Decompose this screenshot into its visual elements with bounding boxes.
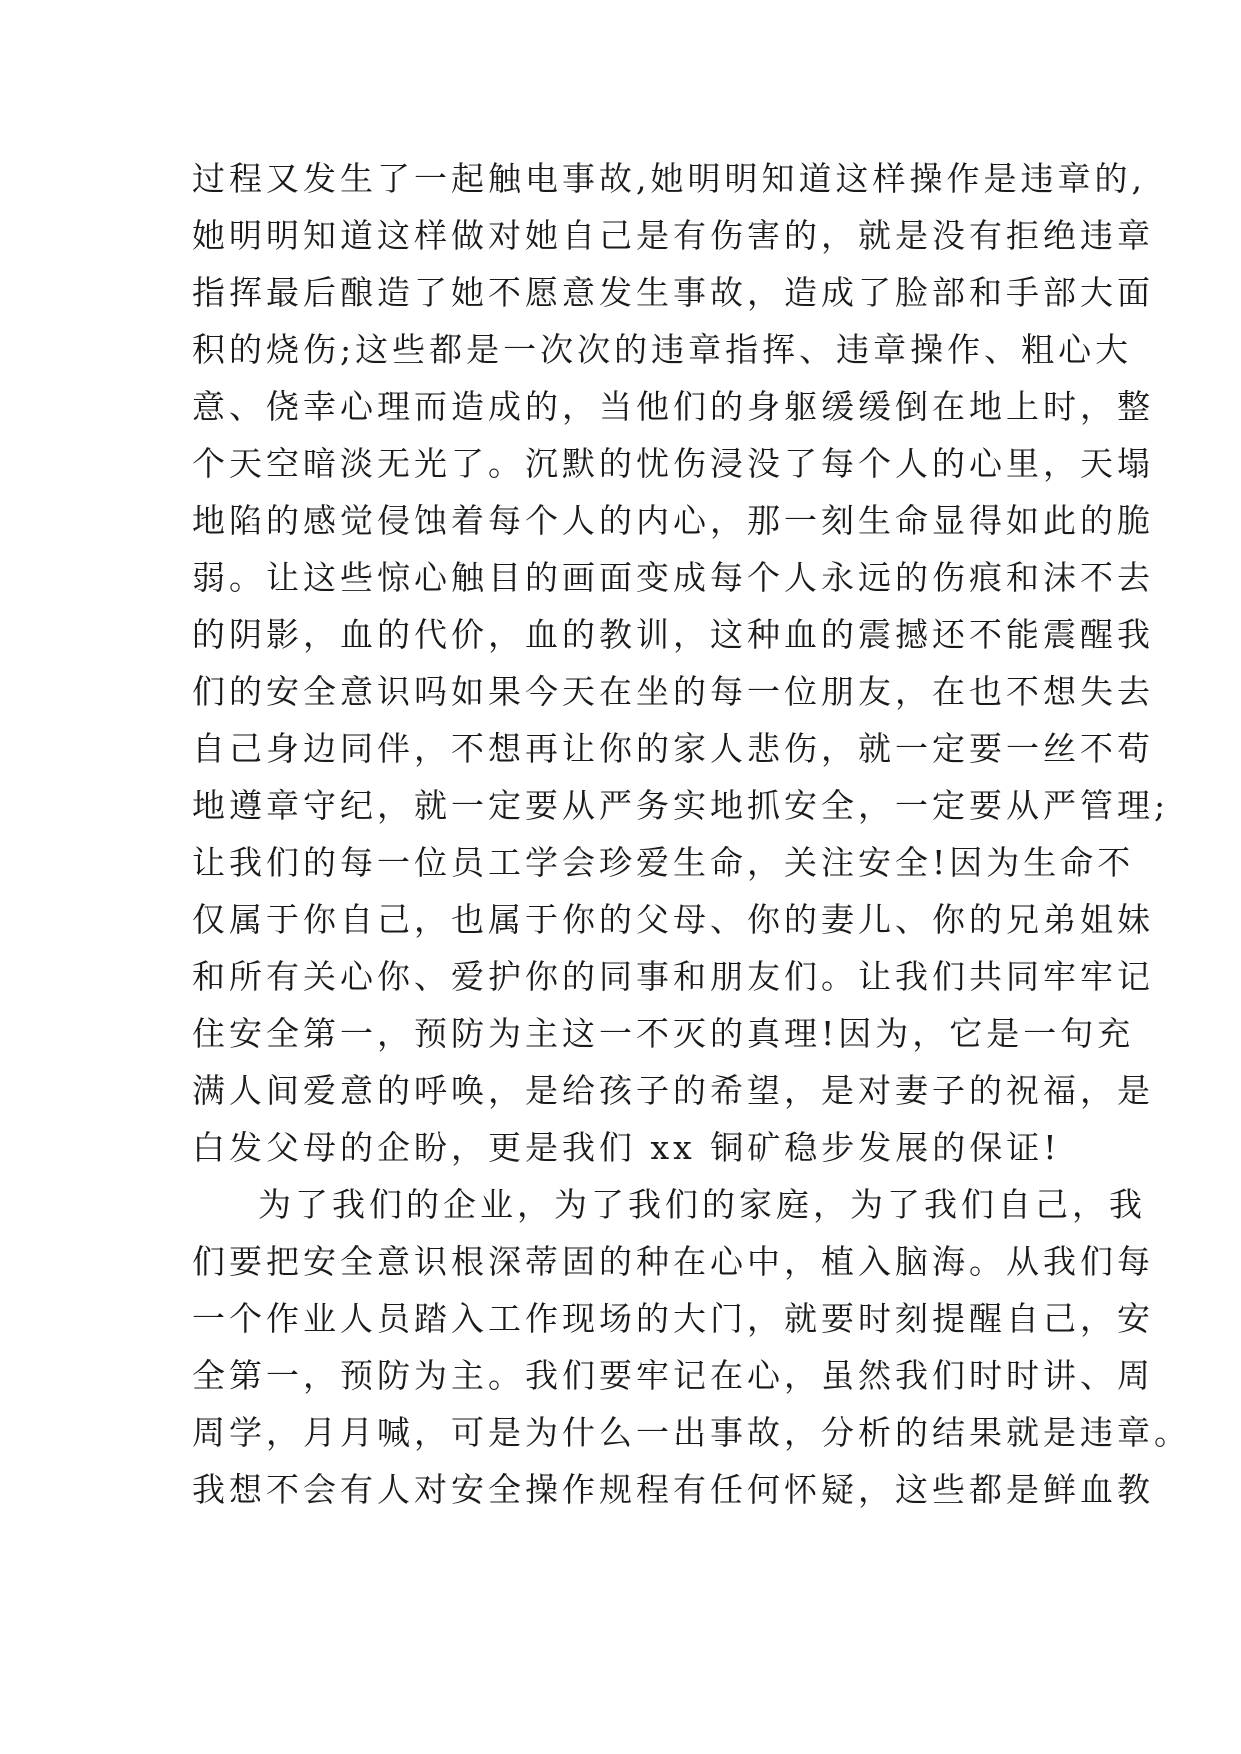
text-line: 地遵章守纪，就一定要从严务实地抓安全，一定要从严管理; — [192, 786, 1170, 825]
text-line: 指挥最后酿造了她不愿意发生事故，造成了脸部和手部大面 — [192, 273, 1154, 312]
text-line: 满人间爱意的呼唤，是给孩子的希望，是对妻子的祝福，是 — [192, 1071, 1154, 1110]
text-line: 她明明知道这样做对她自己是有伤害的，就是没有拒绝违章 — [192, 216, 1154, 255]
text-line: 们的安全意识吗如果今天在坐的每一位朋友，在也不想失去 — [192, 672, 1154, 711]
text-line: 让我们的每一位员工学会珍爱生命，关注安全!因为生命不 — [192, 843, 1135, 882]
text-line: 积的烧伤;这些都是一次次的违章指挥、违章操作、粗心大 — [192, 330, 1133, 369]
text-line: 和所有关心你、爱护你的同事和朋友们。让我们共同牢牢记 — [192, 957, 1154, 996]
text-line: 住安全第一，预防为主这一不灭的真理!因为，它是一句充 — [192, 1014, 1135, 1053]
text-line: 过程又发生了一起触电事故,她明明知道这样操作是违章的, — [192, 159, 1146, 198]
text-line: 白发父母的企盼，更是我们 xx 铜矿稳步发展的保证! — [192, 1128, 1061, 1167]
text-line: 意、侥幸心理而造成的，当他们的身躯缓缓倒在地上时，整 — [192, 387, 1154, 426]
text-line: 自己身边同伴，不想再让你的家人悲伤，就一定要一丝不苟 — [192, 729, 1154, 768]
text-line: 个天空暗淡无光了。沉默的忧伤浸没了每个人的心里，天塌 — [192, 444, 1154, 483]
paragraph-start-line: 为了我们的企业，为了我们的家庭，为了我们自己，我 — [258, 1185, 1146, 1224]
text-line: 地陷的感觉侵蚀着每个人的内心，那一刻生命显得如此的脆 — [192, 501, 1154, 540]
text-line: 我想不会有人对安全操作规程有任何怀疑，这些都是鲜血教 — [192, 1470, 1154, 1509]
text-line: 们要把安全意识根深蒂固的种在心中，植入脑海。从我们每 — [192, 1242, 1154, 1281]
text-line: 一个作业人员踏入工作现场的大门，就要时刻提醒自己，安 — [192, 1299, 1154, 1338]
text-line: 周学，月月喊，可是为什么一出事故，分析的结果就是违章。 — [192, 1413, 1191, 1452]
text-line: 仅属于你自己，也属于你的父母、你的妻儿、你的兄弟姐妹 — [192, 900, 1154, 939]
text-line: 全第一，预防为主。我们要牢记在心，虽然我们时时讲、周 — [192, 1356, 1154, 1395]
text-line: 弱。让这些惊心触目的画面变成每个人永远的伤痕和沫不去 — [192, 558, 1154, 597]
body-text — [192, 150, 1191, 1518]
text-line: 的阴影，血的代价，血的教训，这种血的震撼还不能震醒我 — [192, 615, 1154, 654]
